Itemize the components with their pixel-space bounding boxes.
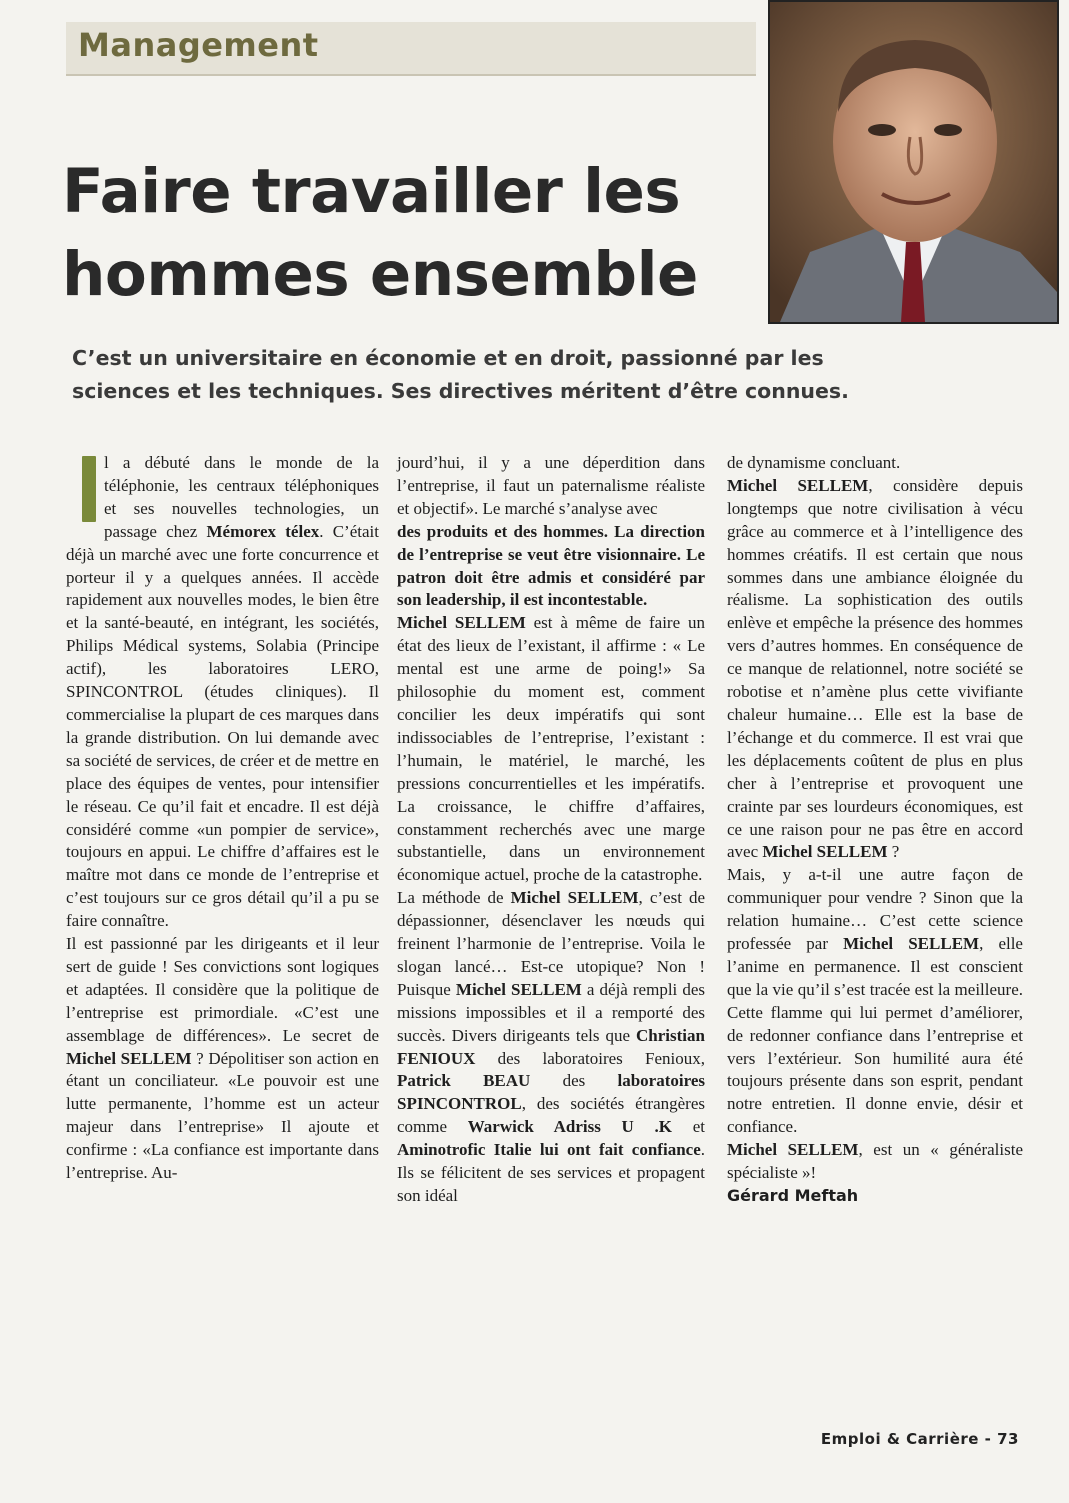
col3-paragraph-2: Michel SELLEM, considère depuis longtemps que notre civilisation à vécu grâce au commerce et à l’intelligence des hommes créatifs. Il est certain que nous sommes dans une ambiance éloignée du réalisme. La sophistication des outils enlève et empêche la présence des hommes vers d’autres hommes. En conséquence de ce manque de relationnel, notre société se robotise et n’amène plus cette vivifiante chaleur humaine… Elle est la base de l’échange et du commerce. Il est vrai que les déplacements coûtent de plus en plus cher à l’entreprise et provoquent une crainte par ses lourdeurs économiques, est ce une raison pour ne pas être en accord avec Michel SELLEM ? xyxy=(727,475,1023,862)
col1-paragraph-1: l a débuté dans le monde de la téléphonie, les centraux téléphoniques et ses nouvelles technologies, un passage chez Mémorex télex. C’était déjà un marché avec une forte concurrence et porteur il y a quelques années. Il accède rapidement aux nouvelles modes, le bien être et la santé-beauté, en intégrant, les sociétés, Philips Médical systems, Solabia (Principe actif), les laboratoires LERO, SPINCONTROL (études cliniques). Il commercialise la plupart de ces marques dans la grande distribution. On lui demande avec sa société de services, de créer et de mettre en place des équipes de ventes, pour intensifier le réseau. Ce qu’il fait et encadre. Il est déjà considéré comme «un pompier de service», toujours en appui. Le chiffre d’affaires est le maître mot dans ce monde de l’entreprise et c’est toujours sur ce gros détail qu’il a pu se faire connaître. xyxy=(66,453,379,931)
headline-line-2: hommes ensemble xyxy=(62,239,698,310)
section-rubric xyxy=(66,22,756,76)
dropcap-bar xyxy=(82,456,96,522)
headline-line-1: Faire travailler les xyxy=(62,156,681,227)
col3-paragraph-1: de dynamisme concluant. xyxy=(727,453,901,472)
col3-paragraph-4: Michel SELLEM, est un « généraliste spécialiste »! xyxy=(727,1140,1023,1183)
col2-paragraph-2: La méthode de Michel SELLEM, c’est de dépassionner, désenclaver les nœuds qui freinent l’harmonie de l’entreprise. Voila le slogan lancé… Est-ce utopique? Non ! Puisque Michel SELLEM a déjà rempli des missions impossibles et il a remporté des succès. Divers dirigeants tels que Christian FENIOUX des laboratoires Fenioux, Patrick BEAU des laboratoires SPINCONTROL, des sociétés étrangères comme Warwick Adriss U .K et Aminotrofic Italie lui ont fait confiance. Ils se félicitent de ses services et propagent son idéal xyxy=(397,888,705,1205)
article-column-2 xyxy=(397,452,705,1208)
col1-paragraph-2: Il est passionné par les dirigeants et il leur sert de guide ! Ses convictions sont logiques et adaptées. Il considère que la politique de l’entreprise est primordiale. «C’est une assemblage de différences». Le secret de Michel SELLEM ? Dépolitiser son action en étant un conciliateur. «Le pouvoir est une lutte permanente, l’homme est un acteur majeur dans l’entreprise» Il ajoute et confirme : «La confiance est importante dans l’entreprise. Au- xyxy=(66,934,379,1183)
col2-paragraph-1: jourd’hui, il y a une déperdition dans l’entreprise, il faut un paternalisme réaliste et objectif». Le marché s’analyse avec des produits et des hommes. La direction de l’entreprise se veut être visionnaire. Le patron doit être admis et considéré par son leadership, il est incontestable. Michel SELLEM est à même de faire un état des lieux de l’existant, il affirme : « Le mental est une arme de poing!» Sa philosophie du moment est, comment concilier les deux impératifs qui sont indissociables de l’entreprise, l’existant : l’humain, le matériel, le marché, les pressions concurrentielles et les impératifs. La croissance, le chiffre d’affaires, constamment recherchés avec une marge substantielle, dans un environnement économique actuel, proche de la catastrophe. xyxy=(397,453,705,885)
col3-paragraph-3: Mais, y a-t-il une autre façon de communiquer pour vendre ? Sinon que la relation humaine… C’est cette science professée par Michel SELLEM, elle l’anime en permanence. Il est conscient que la vie qu’il s’est tracée est la meilleure. Cette flamme qui lui permet d’améliorer, de redonner confiance dans l’entreprise et vers l’extérieur. Son humilité aura été toujours présente dans son esprit, pendant notre entretien. Il donne envie, désir et confiance. xyxy=(727,865,1023,1137)
portrait-photo xyxy=(768,0,1059,324)
section-rubric-label: Management xyxy=(78,26,319,64)
article-headline xyxy=(62,150,762,316)
article-column-1 xyxy=(66,452,379,1185)
portrait-illustration xyxy=(770,2,1057,322)
article-lead: C’est un universitaire en économie et en droit, passionné par les sciences et les techniques. Ses directives méritent d’être connues. xyxy=(72,346,849,403)
author-signature: Gérard Meftah xyxy=(727,1186,859,1205)
page-footer: Emploi & Carrière - 73 xyxy=(820,1430,1019,1448)
article-column-3 xyxy=(727,452,1023,1208)
